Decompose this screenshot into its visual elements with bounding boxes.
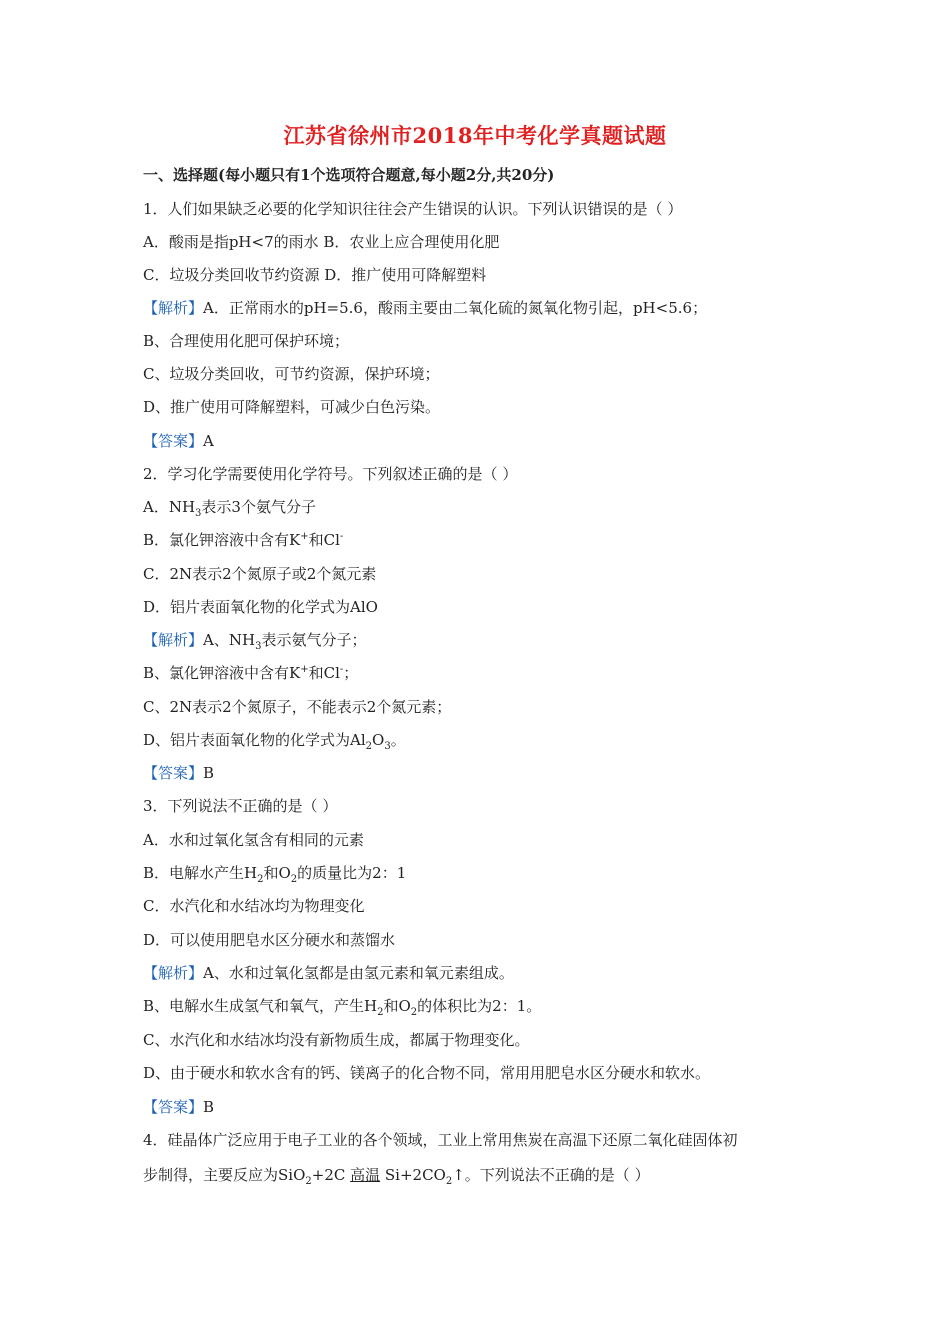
q1-answer: 【答案】A [143, 432, 214, 450]
q2-analysis-b: B、氯化钾溶液中含有K+和Cl-； [143, 664, 359, 682]
q1-stem: 1．人们如果缺乏必要的化学知识往往会产生错误的认识。下列认识错误的是（ ） [143, 200, 683, 218]
q2-option-c: C．2N表示2个氮原子或2个氮元素 [143, 565, 377, 583]
q1-analysis: 【解析】A．正常雨水的pH=5.6，酸雨主要由二氧化硫的氮氧化物引起，pH<5.6； [143, 299, 708, 317]
answer-tag: 【答案】 [143, 764, 204, 782]
q3-answer: 【答案】B [143, 1098, 215, 1116]
q2-answer: 【答案】B [143, 764, 215, 782]
q3-option-a: A．水和过氧化氢含有相同的元素 [143, 831, 364, 849]
analysis-tag: 【解析】 [143, 964, 204, 982]
q2-analysis: 【解析】A、$NH_3$表示氨气分子； [143, 631, 367, 652]
q2-option-b: B．氯化钾溶液中含有K+和Cl- [143, 531, 344, 549]
q1-analysis-d: D、推广使用可降解塑料，可减少白色污染。 [143, 398, 441, 416]
q4-stem-line2: 步制得，主要反应为SiO$_2$+2C 高温 $Si+2CO_2↑$。下列说法不正确的是（ ） [143, 1166, 650, 1187]
q3-option-c: C．水汽化和水结冰均为物理变化 [143, 897, 365, 915]
q4-stem-line1: 4．硅晶体广泛应用于电子工业的各个领域，工业上常用焦炭在高温下还原二氧化硅固体初 [143, 1131, 738, 1149]
q3-analysis: 【解析】A、水和过氧化氢都是由氢元素和氧元素组成。 [143, 964, 514, 982]
q1-analysis-b: B、合理使用化肥可保护环境； [143, 332, 350, 350]
q3-option-b: B．电解水产生$H_2$和$O_2$的质量比为2：1 [143, 864, 407, 885]
page-title: 江苏省徐州市2018年中考化学真题试题 [283, 123, 667, 148]
answer-tag: 【答案】 [143, 1098, 204, 1116]
q1-analysis-c: C、垃圾分类回收，可节约资源，保护环境； [143, 365, 440, 383]
q3-analysis-c: C、水汽化和水结冰均没有新物质生成，都属于物理变化。 [143, 1031, 530, 1049]
q2-analysis-c: C、2N表示2个氮原子，不能表示2个氮元素； [143, 698, 452, 716]
q2-analysis-d: D、铝片表面氧化物的化学式为$Al_2O_3$。 [143, 731, 406, 752]
q3-option-d: D．可以使用肥皂水区分硬水和蒸馏水 [143, 931, 396, 949]
q3-stem: 3．下列说法不正确的是（ ） [143, 797, 338, 815]
reaction-condition: 高温 [350, 1166, 381, 1184]
analysis-tag: 【解析】 [143, 299, 204, 317]
q3-analysis-b: B、电解水生成氢气和氧气，产生$H_2$和$O_2$的体积比为2：1。 [143, 997, 542, 1018]
q2-option-a: A．$NH_3$表示3个氨气分子 [143, 498, 316, 519]
q2-stem: 2．学习化学需要使用化学符号。下列叙述正确的是（ ） [143, 465, 518, 483]
analysis-tag: 【解析】 [143, 631, 204, 649]
q3-analysis-d: D、由于硬水和软水含有的钙、镁离子的化合物不同，常用用肥皂水区分硬水和软水。 [143, 1064, 711, 1082]
q1-options-ab: A．酸雨是指pH<7的雨水 B．农业上应合理使用化肥 [143, 233, 500, 251]
q1-options-cd: C．垃圾分类回收节约资源 D．推广使用可降解塑料 [143, 266, 487, 284]
section-heading: 一、选择题(每小题只有1个选项符合题意,每小题2分,共20分) [143, 166, 555, 184]
q2-option-d: D．铝片表面氧化物的化学式为AlO [143, 598, 378, 616]
answer-tag: 【答案】 [143, 432, 204, 450]
